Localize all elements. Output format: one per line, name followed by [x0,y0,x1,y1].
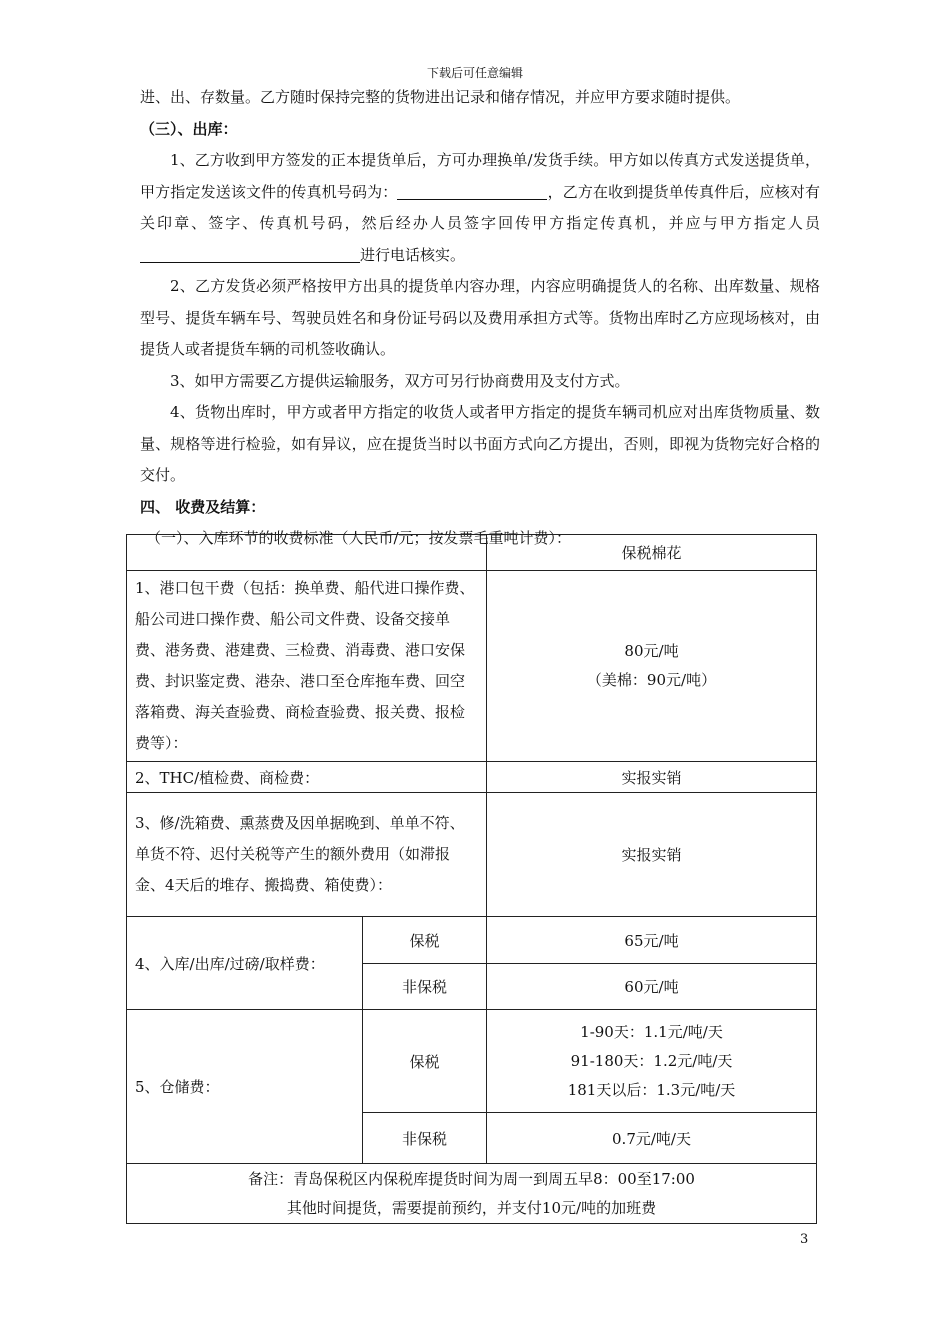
handling-fee-description: 4、入库/出库/过磅/取样费： [127,917,363,1010]
table-row [127,571,817,762]
storage-fee-tier-3: 181天以后：1.3元/吨/天 [567,1080,736,1099]
page-header: 下载后可任意编辑 [426,66,523,80]
table-row [127,1010,817,1113]
paragraph-1-text-c: 进行电话核实。 [360,245,466,264]
port-fee-value-main: 80元/吨 [624,642,679,660]
port-fee-value [487,571,817,762]
extra-fee-value: 实报实销 [487,793,817,917]
fee-table [126,534,817,1224]
paragraph-4: 4、货物出库时，甲方或者甲方指定的收货人或者甲方指定的提货车辆司机应对出库货物质量、数量、规格等进行检验，如有异议，应在提货当时以书面方式向乙方提出，否则，即视为货物完好合格的交付。 [140,403,820,484]
storage-fee-bonded-values [487,1010,817,1113]
port-fee-description: 1、港口包干费（包括：换单费、船代进口操作费、船公司进口操作费、船公司文件费、设备交接单费、港务费、港建费、三检费、消毒费、港口安保费、封识鉴定费、港杂、港口至仓库拖车费、回空落箱费、海关查验费、商检查验费、报关费、报检费等）： [127,571,487,762]
table-row [127,762,817,793]
table-row [127,917,817,964]
paragraph-continued: 进、出、存数量。乙方随时保持完整的货物进出记录和储存情况，并应甲方要求随时提供。 [140,88,741,106]
handling-fee-bonded-value: 65元/吨 [487,917,817,964]
paragraph-1 [140,145,820,271]
handling-fee-nonbonded-label: 非保税 [363,964,487,1010]
table-note-line-2: 其他时间提货，需要提前预约，并支付10元/吨的加班费 [286,1198,657,1217]
extra-fee-description: 3、修/洗箱费、熏蒸费及因单据晚到、单单不符、单货不符、迟付关税等产生的额外费用（如滞报金、4天后的堆存、搬捣费、箱使费）： [127,793,487,917]
thc-fee-value: 实报实销 [487,762,817,793]
port-fee-value-us-cotton: （美棉：90元/吨） [586,671,717,689]
paragraph-3: 3、如甲方需要乙方提供运输服务，双方可另行协商费用及支付方式。 [170,371,630,390]
table-row [127,1164,817,1224]
table-header-empty-cell [127,535,487,571]
storage-fee-tier-1: 1-90天：1.1元/吨/天 [580,1022,723,1041]
paragraph-2: 2、乙方发货必须严格按甲方出具的提货单内容办理，内容应明确提货人的名称、出库数量、规格型号、提货车辆车号、驾驶员姓名和身份证号码以及费用承担方式等。货物出库时乙方应现场核对，由提货人或者提货车辆的司机签收确认。 [140,277,820,358]
document-body [140,82,820,553]
paragraph-1-text-a: 1、乙方收到甲方签发的正本提货单后，方可办理换单/发货手续。甲方如以传真方式发送提货单，甲方指定发送该文件的传真机号码为： [140,151,820,201]
storage-fee-nonbonded-value: 0.7元/吨/天 [487,1113,817,1164]
table-note [127,1164,817,1224]
section-heading-outbound: （三）、出库： [140,119,238,138]
subsection-heading-inbound-fees: （一）、入库环节的收费标准（人民币/元；按发票毛重吨计费）： [146,529,572,547]
section-heading-fees: 四、 收费及结算： [140,497,266,516]
table-header-bonded-cotton: 保税棉花 [487,535,817,571]
table-row [127,793,817,917]
page-number: 3 [800,1232,809,1247]
fax-number-blank [397,181,547,200]
storage-fee-bonded-label: 保税 [363,1010,487,1113]
thc-fee-description: 2、THC/植检费、商检费： [127,762,487,793]
storage-fee-tier-2: 91-180天：1.2元/吨/天 [570,1051,733,1070]
contact-person-blank [140,244,360,263]
handling-fee-bonded-label: 保税 [363,917,487,964]
storage-fee-nonbonded-label: 非保税 [363,1113,487,1164]
table-note-line-1: 备注：青岛保税区内保税库提货时间为周一到周五早8：00至17:00 [248,1169,695,1188]
table-row [127,535,817,571]
storage-fee-description: 5、仓储费： [127,1010,363,1164]
handling-fee-nonbonded-value: 60元/吨 [487,964,817,1010]
paragraph-1-text-b: ，乙方在收到提货单传真件后，应核对有关印章、签字、传真机号码，然后经办人员签字回传甲方指定传真机，并应与甲方指定人员 [140,182,820,232]
